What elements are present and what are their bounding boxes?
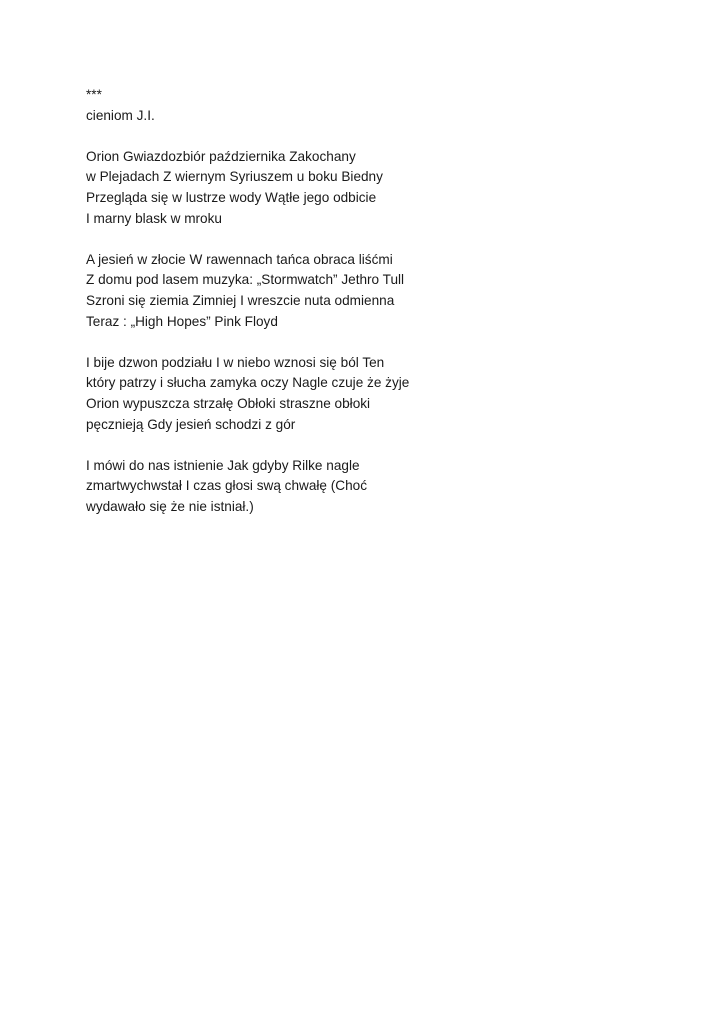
- poem: [86, 85, 646, 517]
- poem-line: A jesień w złocie W rawennach tańca obraca liśćmi: [86, 251, 393, 267]
- poem-line: Z domu pod lasem muzyka: „Stormwatch” Jethro Tull: [86, 272, 405, 288]
- poem-line: Orion wypuszcza strzałę Obłoki straszne obłoki: [86, 395, 371, 411]
- poem-header: [86, 85, 646, 126]
- poem-line: I marny blask w mroku: [86, 210, 222, 226]
- stanza-4: [86, 456, 646, 518]
- poem-line: I mówi do nas istnienie Jak gdyby Rilke nagle: [86, 457, 360, 473]
- poem-line: który patrzy i słucha zamyka oczy Nagle czuje że żyje: [86, 375, 410, 391]
- poem-line: w Plejadach Z wiernym Syriuszem u boku Biedny: [86, 169, 383, 185]
- poem-line: Szroni się ziemia Zimniej I wreszcie nuta odmienna: [86, 292, 395, 308]
- poem-line: pęcznieją Gdy jesień schodzi z gór: [86, 416, 296, 432]
- poem-line: I bije dzwon podziału I w niebo wznosi się ból Ten: [86, 354, 385, 370]
- poem-line: Przegląda się w lustrze wody Wątłe jego odbicie: [86, 189, 377, 205]
- poem-line: wydawało się że nie istniał.): [86, 498, 254, 514]
- stanza-1: [86, 147, 646, 229]
- dedication: cieniom J.I.: [86, 107, 155, 123]
- asterisks-heading: ***: [86, 87, 102, 102]
- poem-line: Teraz : „High Hopes” Pink Floyd: [86, 313, 278, 329]
- stanza-2: [86, 250, 646, 332]
- stanza-3: [86, 353, 646, 435]
- poem-line: zmartwychwstał I czas głosi swą chwałę (Choć: [86, 478, 368, 494]
- poem-line: Orion Gwiazdozbiór października Zakochany: [86, 148, 356, 164]
